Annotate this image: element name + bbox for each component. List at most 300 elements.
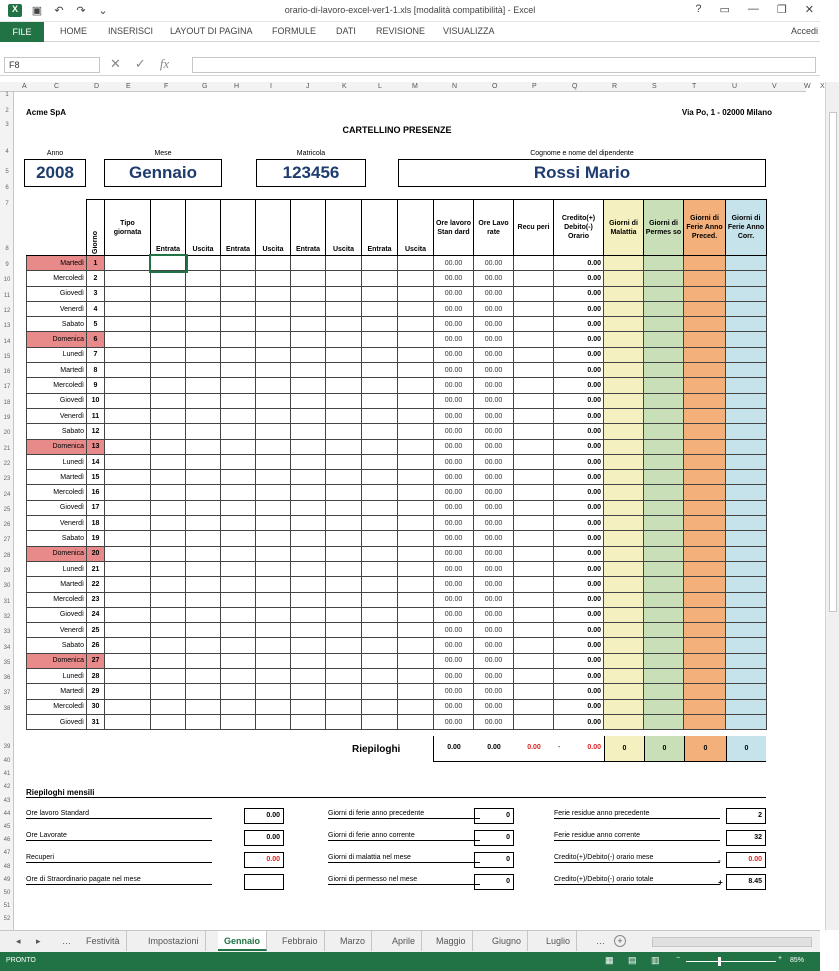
row-header-25[interactable]: 25	[3, 506, 11, 513]
ferie-prec-cell[interactable]	[684, 653, 726, 668]
time-cell[interactable]	[398, 607, 434, 622]
time-cell[interactable]	[256, 347, 291, 362]
ferie-corr-cell[interactable]	[726, 363, 767, 378]
time-cell[interactable]	[291, 669, 326, 684]
ferie-prec-cell[interactable]	[684, 424, 726, 439]
column-header-L[interactable]: L	[378, 83, 382, 90]
tipo-giornata-cell[interactable]	[105, 332, 151, 347]
row-header-44[interactable]: 44	[3, 810, 11, 817]
time-cell[interactable]	[151, 638, 186, 653]
permesso-cell[interactable]	[644, 546, 684, 561]
time-cell[interactable]	[326, 653, 362, 668]
time-cell[interactable]	[221, 592, 256, 607]
time-cell[interactable]	[221, 301, 256, 316]
time-cell[interactable]	[151, 669, 186, 684]
time-cell[interactable]	[326, 669, 362, 684]
tab-revisione[interactable]: REVISIONE	[376, 26, 426, 36]
column-header-V[interactable]: V	[772, 83, 777, 90]
ferie-corr-cell[interactable]	[726, 332, 767, 347]
row-header-2[interactable]: 2	[5, 108, 9, 114]
time-cell[interactable]	[151, 684, 186, 699]
time-cell[interactable]	[151, 424, 186, 439]
time-cell[interactable]	[291, 592, 326, 607]
time-cell[interactable]	[362, 653, 398, 668]
tipo-giornata-cell[interactable]	[105, 363, 151, 378]
save-icon[interactable]: ▣	[31, 5, 43, 17]
ferie-corr-cell[interactable]	[726, 531, 767, 546]
ferie-prec-cell[interactable]	[684, 638, 726, 653]
permesso-cell[interactable]	[644, 531, 684, 546]
time-cell[interactable]	[326, 347, 362, 362]
row-header-12[interactable]: 12	[3, 307, 11, 314]
ferie-corr-cell[interactable]	[726, 301, 767, 316]
time-cell[interactable]	[291, 347, 326, 362]
ferie-corr-cell[interactable]	[726, 454, 767, 469]
row-header-10[interactable]: 10	[3, 277, 11, 284]
time-cell[interactable]	[186, 500, 221, 515]
row-header-43[interactable]: 43	[3, 797, 11, 804]
time-cell[interactable]	[362, 424, 398, 439]
more-sheets-right-icon[interactable]: …	[596, 936, 605, 946]
malattia-cell[interactable]	[604, 653, 644, 668]
time-cell[interactable]	[151, 592, 186, 607]
time-cell[interactable]	[151, 363, 186, 378]
permesso-cell[interactable]	[644, 684, 684, 699]
ferie-corr-cell[interactable]	[726, 516, 767, 531]
recuperi-cell[interactable]	[514, 577, 554, 592]
sheet-tab-maggio[interactable]: Maggio	[430, 931, 473, 951]
time-cell[interactable]	[186, 485, 221, 500]
time-cell[interactable]	[186, 516, 221, 531]
monthly-right-value[interactable]: 32	[726, 830, 766, 846]
malattia-cell[interactable]	[604, 470, 644, 485]
time-cell[interactable]	[326, 577, 362, 592]
column-header-X[interactable]: X	[820, 83, 825, 90]
row-header-35[interactable]: 35	[3, 659, 11, 666]
time-cell[interactable]	[362, 531, 398, 546]
time-cell[interactable]	[151, 393, 186, 408]
recuperi-cell[interactable]	[514, 485, 554, 500]
tipo-giornata-cell[interactable]	[105, 271, 151, 286]
time-cell[interactable]	[186, 623, 221, 638]
column-header-H[interactable]: H	[234, 83, 240, 90]
time-cell[interactable]	[186, 301, 221, 316]
time-cell[interactable]	[186, 332, 221, 347]
time-cell[interactable]	[186, 714, 221, 729]
time-cell[interactable]	[256, 592, 291, 607]
worksheet[interactable]	[14, 92, 806, 930]
ferie-corr-cell[interactable]	[726, 271, 767, 286]
time-cell[interactable]	[256, 577, 291, 592]
time-cell[interactable]	[256, 256, 291, 271]
permesso-cell[interactable]	[644, 286, 684, 301]
time-cell[interactable]	[186, 439, 221, 454]
time-cell[interactable]	[362, 485, 398, 500]
permesso-cell[interactable]	[644, 623, 684, 638]
ribbon-display-icon[interactable]: ▭	[719, 4, 730, 16]
ferie-prec-cell[interactable]	[684, 378, 726, 393]
time-cell[interactable]	[362, 669, 398, 684]
time-cell[interactable]	[291, 256, 326, 271]
row-header-45[interactable]: 45	[3, 824, 11, 830]
permesso-cell[interactable]	[644, 561, 684, 576]
recuperi-cell[interactable]	[514, 408, 554, 423]
sheet-tab-febbraio[interactable]: Febbraio	[276, 931, 325, 951]
time-cell[interactable]	[221, 271, 256, 286]
time-cell[interactable]	[221, 485, 256, 500]
permesso-cell[interactable]	[644, 669, 684, 684]
time-cell[interactable]	[398, 332, 434, 347]
malattia-cell[interactable]	[604, 561, 644, 576]
permesso-cell[interactable]	[644, 301, 684, 316]
permesso-cell[interactable]	[644, 485, 684, 500]
time-cell[interactable]	[326, 714, 362, 729]
formula-input[interactable]	[192, 57, 816, 73]
time-cell[interactable]	[398, 317, 434, 332]
permesso-cell[interactable]	[644, 516, 684, 531]
tipo-giornata-cell[interactable]	[105, 454, 151, 469]
next-sheet-icon[interactable]: ▸	[36, 936, 41, 946]
permesso-cell[interactable]	[644, 470, 684, 485]
row-header-34[interactable]: 34	[3, 644, 11, 651]
permesso-cell[interactable]	[644, 424, 684, 439]
more-sheets-icon[interactable]: …	[62, 936, 71, 946]
permesso-cell[interactable]	[644, 592, 684, 607]
row-header-17[interactable]: 17	[3, 384, 11, 391]
column-header-F[interactable]: F	[164, 83, 169, 90]
time-cell[interactable]	[151, 561, 186, 576]
row-header-31[interactable]: 31	[3, 598, 11, 605]
page-break-icon[interactable]: ▥	[651, 955, 660, 965]
time-cell[interactable]	[291, 485, 326, 500]
time-cell[interactable]	[256, 301, 291, 316]
ferie-prec-cell[interactable]	[684, 271, 726, 286]
row-header-49[interactable]: 49	[3, 876, 11, 883]
time-cell[interactable]	[186, 653, 221, 668]
time-cell[interactable]	[291, 439, 326, 454]
time-cell[interactable]	[362, 684, 398, 699]
time-cell[interactable]	[398, 623, 434, 638]
time-cell[interactable]	[326, 592, 362, 607]
time-cell[interactable]	[221, 393, 256, 408]
time-cell[interactable]	[326, 546, 362, 561]
tab-inserisci[interactable]: INSERISCI	[108, 26, 154, 36]
row-header-14[interactable]: 14	[3, 338, 11, 345]
time-cell[interactable]	[186, 424, 221, 439]
time-cell[interactable]	[362, 378, 398, 393]
tipo-giornata-cell[interactable]	[105, 592, 151, 607]
ferie-corr-cell[interactable]	[726, 256, 767, 271]
time-cell[interactable]	[221, 500, 256, 515]
recuperi-cell[interactable]	[514, 271, 554, 286]
time-cell[interactable]	[362, 256, 398, 271]
malattia-cell[interactable]	[604, 546, 644, 561]
malattia-cell[interactable]	[604, 347, 644, 362]
tipo-giornata-cell[interactable]	[105, 714, 151, 729]
time-cell[interactable]	[398, 546, 434, 561]
time-cell[interactable]	[326, 638, 362, 653]
permesso-cell[interactable]	[644, 332, 684, 347]
tipo-giornata-cell[interactable]	[105, 317, 151, 332]
time-cell[interactable]	[256, 699, 291, 714]
monthly-right-value[interactable]: 0.00	[726, 852, 766, 868]
row-header-47[interactable]: 47	[3, 850, 11, 857]
sheet-tab-giugno[interactable]: Giugno	[486, 931, 528, 951]
time-cell[interactable]	[362, 516, 398, 531]
time-cell[interactable]	[326, 301, 362, 316]
ferie-corr-cell[interactable]	[726, 592, 767, 607]
sheet-tab-gennaio[interactable]: Gennaio	[218, 931, 267, 951]
malattia-cell[interactable]	[604, 286, 644, 301]
permesso-cell[interactable]	[644, 271, 684, 286]
column-header-E[interactable]: E	[126, 83, 131, 90]
time-cell[interactable]	[291, 286, 326, 301]
time-cell[interactable]	[221, 470, 256, 485]
time-cell[interactable]	[326, 561, 362, 576]
malattia-cell[interactable]	[604, 454, 644, 469]
row-header-9[interactable]: 9	[5, 262, 9, 268]
malattia-cell[interactable]	[604, 669, 644, 684]
column-header-Q[interactable]: Q	[572, 83, 578, 90]
recuperi-cell[interactable]	[514, 470, 554, 485]
monthly-mid-value[interactable]: 0	[474, 830, 514, 846]
time-cell[interactable]	[256, 485, 291, 500]
time-cell[interactable]	[221, 623, 256, 638]
time-cell[interactable]	[398, 301, 434, 316]
time-cell[interactable]	[398, 271, 434, 286]
column-header-K[interactable]: K	[342, 83, 347, 90]
tipo-giornata-cell[interactable]	[105, 378, 151, 393]
zoom-level[interactable]: 85%	[790, 957, 805, 964]
time-cell[interactable]	[256, 378, 291, 393]
vertical-scrollbar[interactable]	[825, 82, 839, 930]
row-header-3[interactable]: 3	[5, 122, 9, 128]
time-cell[interactable]	[221, 332, 256, 347]
ferie-corr-cell[interactable]	[726, 317, 767, 332]
time-cell[interactable]	[362, 470, 398, 485]
time-cell[interactable]	[398, 485, 434, 500]
malattia-cell[interactable]	[604, 439, 644, 454]
row-header-33[interactable]: 33	[3, 629, 11, 636]
ferie-prec-cell[interactable]	[684, 317, 726, 332]
column-header-T[interactable]: T	[692, 83, 697, 90]
time-cell[interactable]	[326, 485, 362, 500]
time-cell[interactable]	[186, 684, 221, 699]
column-header-C[interactable]: C	[54, 83, 60, 90]
permesso-cell[interactable]	[644, 317, 684, 332]
ferie-prec-cell[interactable]	[684, 684, 726, 699]
zoom-slider[interactable]	[686, 961, 776, 962]
time-cell[interactable]	[221, 256, 256, 271]
time-cell[interactable]	[326, 271, 362, 286]
malattia-cell[interactable]	[604, 516, 644, 531]
recuperi-cell[interactable]	[514, 500, 554, 515]
tipo-giornata-cell[interactable]	[105, 531, 151, 546]
row-header-6[interactable]: 6	[5, 185, 9, 191]
time-cell[interactable]	[221, 561, 256, 576]
time-cell[interactable]	[291, 332, 326, 347]
time-cell[interactable]	[362, 607, 398, 622]
ferie-prec-cell[interactable]	[684, 393, 726, 408]
recuperi-cell[interactable]	[514, 638, 554, 653]
time-cell[interactable]	[221, 653, 256, 668]
row-header-13[interactable]: 13	[3, 323, 11, 330]
malattia-cell[interactable]	[604, 256, 644, 271]
ferie-corr-cell[interactable]	[726, 485, 767, 500]
monthly-left-value[interactable]	[244, 874, 284, 890]
time-cell[interactable]	[186, 347, 221, 362]
sheet-tab-marzo[interactable]: Marzo	[334, 931, 372, 951]
ferie-prec-cell[interactable]	[684, 500, 726, 515]
time-cell[interactable]	[186, 408, 221, 423]
mese-value[interactable]: Gennaio	[104, 159, 222, 187]
row-header-38[interactable]: 38	[3, 705, 11, 712]
ferie-corr-cell[interactable]	[726, 470, 767, 485]
time-cell[interactable]	[256, 638, 291, 653]
name-box[interactable]: F8	[4, 57, 100, 73]
ferie-corr-cell[interactable]	[726, 347, 767, 362]
permesso-cell[interactable]	[644, 363, 684, 378]
time-cell[interactable]	[326, 332, 362, 347]
column-header-M[interactable]: M	[412, 83, 418, 90]
time-cell[interactable]	[256, 271, 291, 286]
tipo-giornata-cell[interactable]	[105, 577, 151, 592]
time-cell[interactable]	[398, 592, 434, 607]
time-cell[interactable]	[362, 714, 398, 729]
column-header-U[interactable]: U	[732, 83, 738, 90]
row-header-11[interactable]: 11	[3, 292, 11, 299]
time-cell[interactable]	[291, 653, 326, 668]
time-cell[interactable]	[398, 424, 434, 439]
malattia-cell[interactable]	[604, 332, 644, 347]
permesso-cell[interactable]	[644, 347, 684, 362]
time-cell[interactable]	[291, 271, 326, 286]
time-cell[interactable]	[398, 653, 434, 668]
time-cell[interactable]	[362, 301, 398, 316]
insert-function-icon[interactable]: fx	[159, 56, 170, 71]
time-cell[interactable]	[291, 577, 326, 592]
time-cell[interactable]	[256, 653, 291, 668]
time-cell[interactable]	[151, 531, 186, 546]
time-cell[interactable]	[326, 607, 362, 622]
row-header-51[interactable]: 51	[3, 903, 11, 910]
recuperi-cell[interactable]	[514, 378, 554, 393]
time-cell[interactable]	[291, 500, 326, 515]
recuperi-cell[interactable]	[514, 561, 554, 576]
time-cell[interactable]	[256, 623, 291, 638]
time-cell[interactable]	[398, 714, 434, 729]
time-cell[interactable]	[326, 470, 362, 485]
time-cell[interactable]	[326, 317, 362, 332]
time-cell[interactable]	[221, 577, 256, 592]
recuperi-cell[interactable]	[514, 317, 554, 332]
permesso-cell[interactable]	[644, 577, 684, 592]
ferie-prec-cell[interactable]	[684, 332, 726, 347]
tipo-giornata-cell[interactable]	[105, 684, 151, 699]
time-cell[interactable]	[398, 684, 434, 699]
recuperi-cell[interactable]	[514, 516, 554, 531]
ferie-prec-cell[interactable]	[684, 699, 726, 714]
malattia-cell[interactable]	[604, 393, 644, 408]
tipo-giornata-cell[interactable]	[105, 653, 151, 668]
time-cell[interactable]	[186, 531, 221, 546]
column-header-W[interactable]: W	[804, 83, 811, 90]
time-cell[interactable]	[151, 546, 186, 561]
row-header-50[interactable]: 50	[3, 890, 11, 896]
time-cell[interactable]	[398, 561, 434, 576]
time-cell[interactable]	[186, 378, 221, 393]
new-sheet-icon[interactable]: +	[614, 935, 626, 947]
ferie-corr-cell[interactable]	[726, 424, 767, 439]
ferie-corr-cell[interactable]	[726, 577, 767, 592]
malattia-cell[interactable]	[604, 607, 644, 622]
tipo-giornata-cell[interactable]	[105, 699, 151, 714]
time-cell[interactable]	[151, 439, 186, 454]
ferie-prec-cell[interactable]	[684, 561, 726, 576]
time-cell[interactable]	[362, 592, 398, 607]
row-header-24[interactable]: 24	[3, 491, 11, 498]
enter-icon[interactable]: ✓	[134, 56, 146, 71]
horizontal-scrollbar[interactable]	[652, 937, 812, 947]
column-header-A[interactable]: A	[22, 83, 27, 90]
time-cell[interactable]	[256, 546, 291, 561]
ferie-corr-cell[interactable]	[726, 714, 767, 729]
row-header-16[interactable]: 16	[3, 369, 11, 376]
time-cell[interactable]	[221, 317, 256, 332]
time-cell[interactable]	[291, 623, 326, 638]
monthly-left-value[interactable]: 0.00	[244, 852, 284, 868]
permesso-cell[interactable]	[644, 714, 684, 729]
time-cell[interactable]	[151, 699, 186, 714]
row-header-46[interactable]: 46	[3, 837, 11, 844]
ferie-prec-cell[interactable]	[684, 408, 726, 423]
ferie-corr-cell[interactable]	[726, 378, 767, 393]
time-cell[interactable]	[326, 500, 362, 515]
monthly-left-value[interactable]: 0.00	[244, 808, 284, 824]
malattia-cell[interactable]	[604, 301, 644, 316]
ferie-prec-cell[interactable]	[684, 623, 726, 638]
time-cell[interactable]	[326, 363, 362, 378]
time-cell[interactable]	[256, 424, 291, 439]
row-header-5[interactable]: 5	[5, 169, 9, 175]
time-cell[interactable]	[186, 470, 221, 485]
time-cell[interactable]	[362, 317, 398, 332]
time-cell[interactable]	[186, 607, 221, 622]
time-cell[interactable]	[362, 363, 398, 378]
time-cell[interactable]	[326, 286, 362, 301]
time-cell[interactable]	[398, 393, 434, 408]
sheet-tab-impostazioni[interactable]: Impostazioni	[142, 931, 206, 951]
tipo-giornata-cell[interactable]	[105, 470, 151, 485]
row-header-39[interactable]: 39	[3, 744, 11, 750]
permesso-cell[interactable]	[644, 256, 684, 271]
recuperi-cell[interactable]	[514, 347, 554, 362]
time-cell[interactable]	[256, 363, 291, 378]
tab-visualizza[interactable]: VISUALIZZA	[443, 26, 495, 36]
row-header-20[interactable]: 20	[3, 430, 11, 437]
time-cell[interactable]	[398, 408, 434, 423]
time-cell[interactable]	[362, 546, 398, 561]
time-cell[interactable]	[362, 286, 398, 301]
time-cell[interactable]	[256, 561, 291, 576]
time-cell[interactable]	[221, 607, 256, 622]
ferie-prec-cell[interactable]	[684, 516, 726, 531]
recuperi-cell[interactable]	[514, 256, 554, 271]
time-cell[interactable]	[151, 286, 186, 301]
recuperi-cell[interactable]	[514, 439, 554, 454]
time-cell[interactable]	[326, 531, 362, 546]
time-cell[interactable]	[291, 684, 326, 699]
